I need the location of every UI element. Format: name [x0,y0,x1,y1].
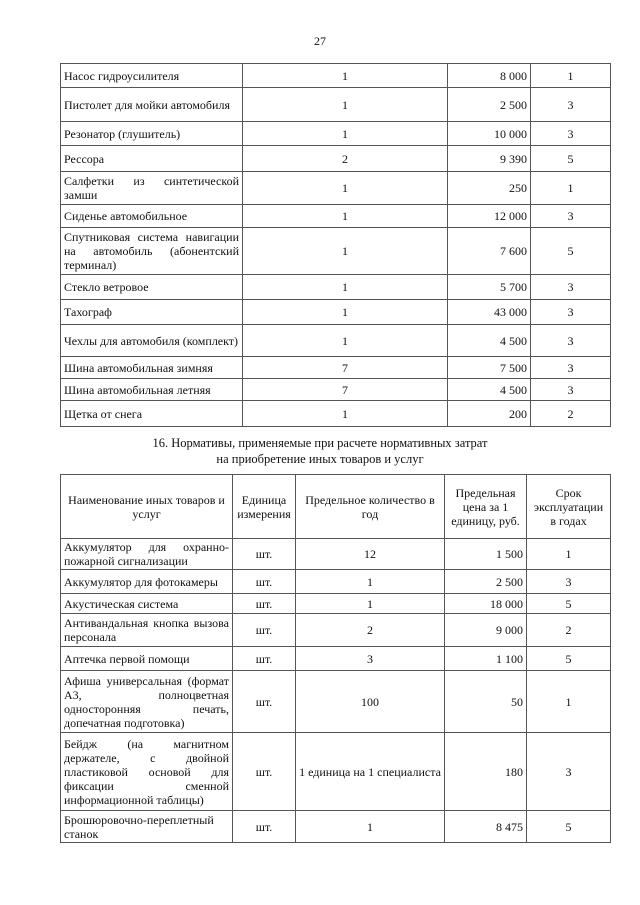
item-name: Пистолет для мойки автомобиля [61,88,243,122]
item-term: 5 [527,594,611,614]
header-qty: Предельное количество в год [296,475,445,539]
table-row [61,733,611,811]
item-term: 3 [531,205,611,228]
header-name: Наименование иных товаров и услуг [61,475,233,539]
item-term: 1 [527,539,611,570]
item-name: Аккумулятор для охранно-пожарной сигнализации [61,539,233,570]
item-price: 250 [448,172,531,205]
table-row [61,539,611,570]
other-goods-table [60,474,611,843]
item-qty: 1 [243,300,448,325]
table-row [61,146,611,172]
header-price: Предельная цена за 1 единицу, руб. [445,475,527,539]
table-row [61,88,611,122]
table-row [61,357,611,379]
table-row [61,379,611,401]
item-term: 3 [531,379,611,401]
table-row [61,647,611,671]
item-name: Тахограф [61,300,243,325]
item-unit: шт. [233,594,296,614]
item-name: Аптечка первой помощи [61,647,233,671]
item-term: 1 [531,64,611,88]
item-price: 4 500 [448,379,531,401]
table-row [61,172,611,205]
item-price: 18 000 [445,594,527,614]
item-qty: 2 [296,614,445,647]
item-price: 8 475 [445,811,527,843]
page-number: 27 [314,34,326,48]
table-row [61,811,611,843]
item-name: Шина автомобильная зимняя [61,357,243,379]
item-name: Салфетки из синтетической замши [61,172,243,205]
item-qty: 1 [296,570,445,594]
table-row [61,594,611,614]
table-row [61,570,611,594]
item-price: 5 700 [448,275,531,300]
table-row [61,671,611,733]
item-name: Бейдж (на магнитном держателе, с двойной пластиковой основой для фиксации сменной информационной таблицы) [61,733,233,811]
item-qty: 1 [243,401,448,427]
item-price: 4 500 [448,325,531,357]
item-price: 2 500 [445,570,527,594]
item-term: 3 [531,88,611,122]
item-qty: 1 [243,325,448,357]
item-qty: 1 [243,275,448,300]
table-row [61,228,611,275]
item-term: 3 [531,300,611,325]
item-term: 2 [527,614,611,647]
item-price: 43 000 [448,300,531,325]
item-price: 1 500 [445,539,527,570]
item-qty: 1 [243,122,448,146]
item-qty: 7 [243,379,448,401]
item-unit: шт. [233,733,296,811]
item-qty: 1 [243,228,448,275]
item-name: Резонатор (глушитель) [61,122,243,146]
item-name: Акустическая система [61,594,233,614]
item-term: 3 [531,275,611,300]
item-term: 3 [527,733,611,811]
vehicle-parts-table [60,63,611,427]
table-row [61,205,611,228]
item-price: 9 000 [445,614,527,647]
item-price: 50 [445,671,527,733]
item-price: 180 [445,733,527,811]
item-qty: 1 [243,172,448,205]
item-term: 2 [531,401,611,427]
item-unit: шт. [233,570,296,594]
item-qty: 12 [296,539,445,570]
item-term: 5 [531,228,611,275]
item-name: Рессора [61,146,243,172]
item-price: 10 000 [448,122,531,146]
table-row [61,122,611,146]
item-qty: 1 единица на 1 специалиста [296,733,445,811]
section-title-line2: на приобретение иных товаров и услуг [216,452,424,466]
item-qty: 100 [296,671,445,733]
item-name: Чехлы для автомобиля (комплект) [61,325,243,357]
item-term: 1 [527,671,611,733]
item-price: 7 600 [448,228,531,275]
header-term: Срок эксплуатации в годах [527,475,611,539]
item-qty: 1 [296,594,445,614]
table-header-row [61,475,611,539]
item-price: 1 100 [445,647,527,671]
item-term: 5 [531,146,611,172]
item-unit: шт. [233,671,296,733]
item-unit: шт. [233,647,296,671]
item-qty: 3 [296,647,445,671]
item-name: Сиденье автомобильное [61,205,243,228]
item-name: Насос гидроусилителя [61,64,243,88]
item-price: 7 500 [448,357,531,379]
item-qty: 1 [296,811,445,843]
item-qty: 1 [243,205,448,228]
item-qty: 1 [243,88,448,122]
item-term: 3 [531,357,611,379]
item-price: 200 [448,401,531,427]
item-name: Шина автомобильная летняя [61,379,243,401]
table-row [61,64,611,88]
item-price: 9 390 [448,146,531,172]
item-name: Брошюровочно-переплетный станок [61,811,233,843]
item-name: Щетка от снега [61,401,243,427]
item-price: 8 000 [448,64,531,88]
item-unit: шт. [233,539,296,570]
header-unit: Единица измерения [233,475,296,539]
item-term: 3 [531,122,611,146]
table-row [61,300,611,325]
item-price: 12 000 [448,205,531,228]
table-row [61,325,611,357]
item-term: 1 [531,172,611,205]
item-qty: 1 [243,64,448,88]
table-row [61,614,611,647]
item-qty: 7 [243,357,448,379]
item-unit: шт. [233,811,296,843]
item-term: 3 [531,325,611,357]
item-unit: шт. [233,614,296,647]
item-term: 5 [527,811,611,843]
table-row [61,275,611,300]
section-title [80,435,560,467]
table-row [61,401,611,427]
item-term: 5 [527,647,611,671]
item-name: Аккумулятор для фотокамеры [61,570,233,594]
item-term: 3 [527,570,611,594]
item-name: Антивандальная кнопка вызова персонала [61,614,233,647]
item-price: 2 500 [448,88,531,122]
item-name: Стекло ветровое [61,275,243,300]
item-name: Афиша универсальная (формат А3, полноцветная односторонняя печать, допечатная подготовка) [61,671,233,733]
item-name: Спутниковая система навигации на автомобиль (абонентский терминал) [61,228,243,275]
item-qty: 2 [243,146,448,172]
section-title-line1: 16. Нормативы, применяемые при расчете нормативных затрат [152,436,488,450]
